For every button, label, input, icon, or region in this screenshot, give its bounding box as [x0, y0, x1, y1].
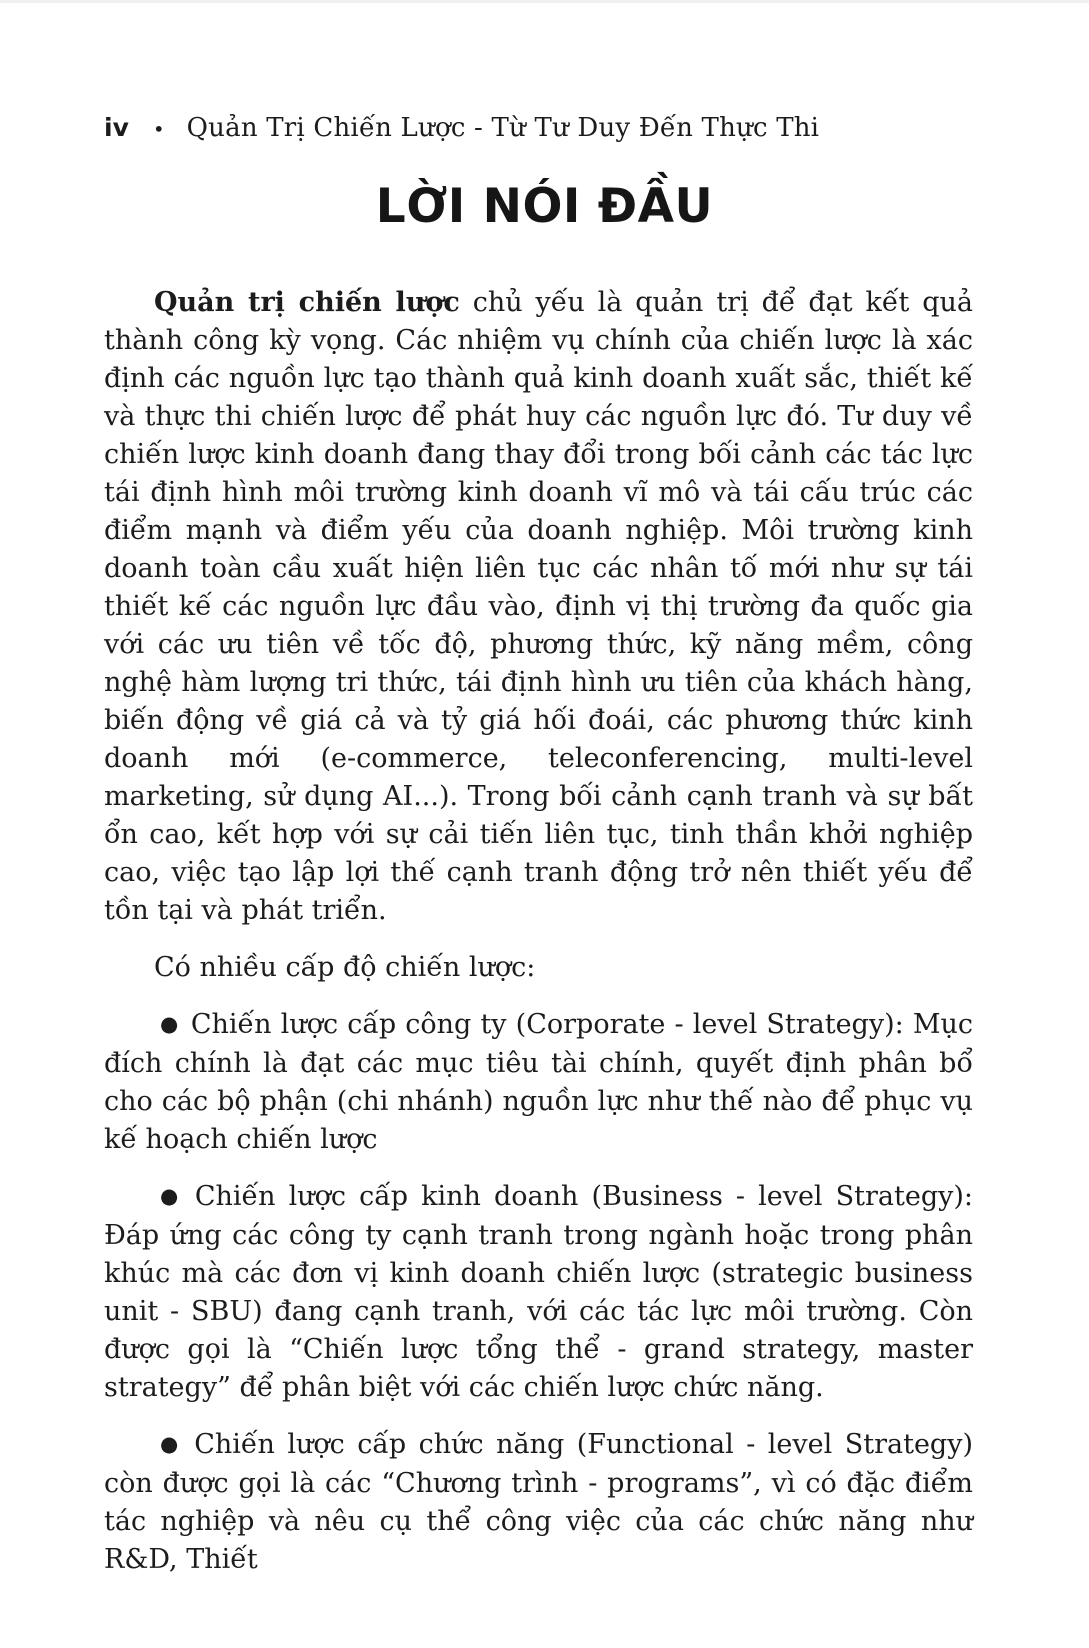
page-content	[0, 284, 1089, 1579]
intro-paragraph-lead: Quản trị chiến lược	[154, 287, 460, 318]
bullet-icon: ●	[160, 1012, 179, 1036]
intro-paragraph	[104, 284, 973, 930]
bullet-text: Chiến lược cấp chức năng (Functional - level Strategy) còn được gọi là các “Chương trình - programs”, vì có đặc điểm tác nghiệp và nêu cụ thể công việc của các chức năng như R&D, Thiết	[104, 1429, 973, 1575]
bullet-item-corporate-strategy	[104, 1006, 973, 1159]
bullet-text: Chiến lược cấp kinh doanh (Business - level Strategy): Đáp ứng các công ty cạnh tranh trong ngành hoặc trong phân khúc mà các đơn vị kinh doanh chiến lược (strategic business unit - SBU) đang cạnh tranh, với các tác lực môi trường. Còn được gọi là “Chiến lược tổng thể - grand strategy, master strategy” để phân biệt với các chiến lược chức năng.	[104, 1181, 973, 1403]
bullet-text: Chiến lược cấp công ty (Corporate - level Strategy): Mục đích chính là đạt các mục tiêu tài chính, quyết định phân bổ cho các bộ phận (chi nhánh) nguồn lực như thế nào để phục vụ kế hoạch chiến lược	[104, 1009, 974, 1155]
page-title: LỜI NÓI ĐẦU	[375, 179, 714, 234]
bullet-item-business-strategy	[104, 1178, 973, 1407]
header-separator-dot: •	[152, 117, 165, 141]
intro-paragraph-body: chủ yếu là quản trị để đạt kết quả thành công kỳ vọng. Các nhiệm vụ chính của chiến lược là xác định các nguồn lực tạo thành quả kinh doanh xuất sắc, thiết kế và thực thi chiến lược để phát huy các nguồn lực đó. Tư duy về chiến lược kinh doanh đang thay đổi trong bối cảnh các tác lực tái định hình môi trường kinh doanh vĩ mô và tái cấu trúc các điểm mạnh và điểm yếu của doanh nghiệp. Môi trường kinh doanh toàn cầu xuất hiện liên tục các nhân tố mới như sự tái thiết kế các nguồn lực đầu vào, định vị thị trường đa quốc gia với các ưu tiên về tốc độ, phương thức, kỹ năng mềm, công nghệ hàm lượng tri thức, tái định hình ưu tiên của khách hàng, biến động về giá cả và tỷ giá hối đoái, các phương thức kinh doanh mới (e-commerce, teleconferencing, multi-level marketing, sử dụng AI...). Trong bối cảnh cạnh tranh và sự bất ổn cao, kết hợp với sự cải tiến liên tục, tinh thần khởi nghiệp cao, việc tạo lập lợi thế cạnh tranh động trở nên thiết yếu để tồn tại và phát triển.	[104, 287, 973, 926]
bullet-icon: ●	[160, 1184, 183, 1208]
page-number: iv	[104, 113, 129, 142]
book-title: Quản Trị Chiến Lược - Từ Tư Duy Đến Thực Thi	[186, 113, 820, 143]
bullet-item-functional-strategy	[104, 1426, 973, 1579]
levels-intro-paragraph: Có nhiều cấp độ chiến lược:	[154, 952, 536, 983]
running-header	[0, 113, 1089, 143]
bullet-icon: ●	[160, 1432, 183, 1456]
